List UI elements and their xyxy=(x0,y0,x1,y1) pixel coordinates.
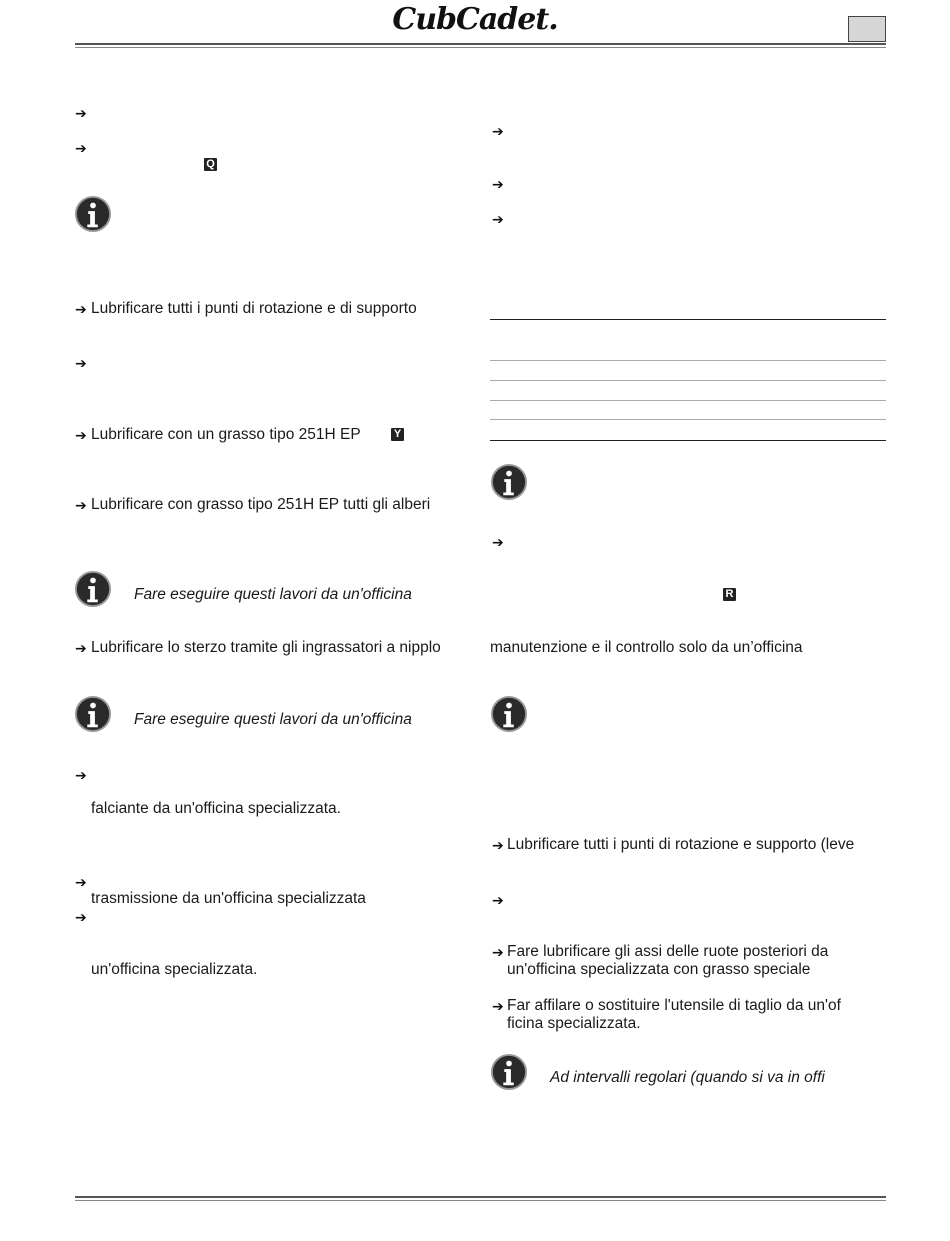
table-rule-top xyxy=(490,319,886,320)
arrow-icon: ➔ xyxy=(492,211,504,227)
arrow-icon: ➔ xyxy=(75,640,87,656)
arrow-icon: ➔ xyxy=(75,427,87,443)
figure-ref-badge-r: R xyxy=(723,588,736,601)
arrow-icon: ➔ xyxy=(492,998,504,1014)
info-icon xyxy=(74,695,112,733)
arrow-icon: ➔ xyxy=(75,105,87,121)
note-workshop-text: Fare eseguire questi lavori da un'officina xyxy=(134,711,412,728)
info-icon xyxy=(490,463,528,501)
note-workshop-text: Fare eseguire questi lavori da un'officina xyxy=(134,586,412,603)
table-row-divider xyxy=(490,400,886,401)
arrow-icon: ➔ xyxy=(75,355,87,371)
arrow-icon: ➔ xyxy=(492,837,504,853)
arrow-icon: ➔ xyxy=(75,140,87,156)
lubricate-levers-text: Lubrificare tutti i punti di rotazione e supporto (leve xyxy=(507,836,855,853)
arrow-icon: ➔ xyxy=(75,497,87,513)
page-number-box xyxy=(848,16,886,42)
cutting-workshop-text: falciante da un'officina specializzata. xyxy=(91,800,341,817)
arrow-icon: ➔ xyxy=(75,874,87,890)
figure-ref-badge-y: Y xyxy=(391,428,404,441)
rear-axles-text-line1: Fare lubrificare gli assi delle ruote posteriori da xyxy=(507,943,829,960)
info-icon xyxy=(74,570,112,608)
blade-text-line1: Far affilare o sostituire l'utensile di taglio da un'of xyxy=(507,997,841,1014)
lubricate-points-text: Lubrificare tutti i punti di rotazione e di supporto xyxy=(91,300,417,317)
lubricate-shafts-text: Lubrificare con grasso tipo 251H EP tutti gli alberi xyxy=(91,496,431,513)
table-row-divider xyxy=(490,380,886,381)
arrow-icon: ➔ xyxy=(492,892,504,908)
note-intervals-text: Ad intervalli regolari (quando si va in offi xyxy=(550,1069,825,1086)
lubricate-grease-text: Lubrificare con un grasso tipo 251H EP xyxy=(91,426,361,443)
arrow-icon: ➔ xyxy=(75,767,87,783)
arrow-icon: ➔ xyxy=(492,123,504,139)
arrow-icon: ➔ xyxy=(75,909,87,925)
rear-axles-text-line2: un'officina specializzata con grasso speciale xyxy=(507,961,811,978)
footer-rule xyxy=(75,1196,886,1198)
transmission-workshop-text: trasmissione da un'officina specializzata xyxy=(91,890,366,907)
header-rule-thin xyxy=(75,47,886,48)
blade-text-line2: ficina specializzata. xyxy=(507,1015,641,1032)
arrow-icon: ➔ xyxy=(492,944,504,960)
figure-ref-badge-q: Q xyxy=(204,158,217,171)
info-icon xyxy=(74,195,112,233)
info-icon xyxy=(490,695,528,733)
table-row-divider xyxy=(490,360,886,361)
workshop-text: un'officina specializzata. xyxy=(91,961,258,978)
logo-text: CubCadet. xyxy=(392,2,558,37)
maintenance-text: manutenzione e il controllo solo da un’officina xyxy=(490,639,803,656)
info-icon xyxy=(490,1053,528,1091)
table-rule-bottom xyxy=(490,440,886,441)
lubricate-steering-text: Lubrificare lo sterzo tramite gli ingrassatori a nipplo xyxy=(91,639,441,656)
header-rule xyxy=(75,43,886,45)
arrow-icon: ➔ xyxy=(492,176,504,192)
table-row-divider xyxy=(490,419,886,420)
footer-rule-thin xyxy=(75,1200,886,1201)
arrow-icon: ➔ xyxy=(492,534,504,550)
cub-cadet-logo xyxy=(0,2,950,37)
arrow-icon: ➔ xyxy=(75,301,87,317)
